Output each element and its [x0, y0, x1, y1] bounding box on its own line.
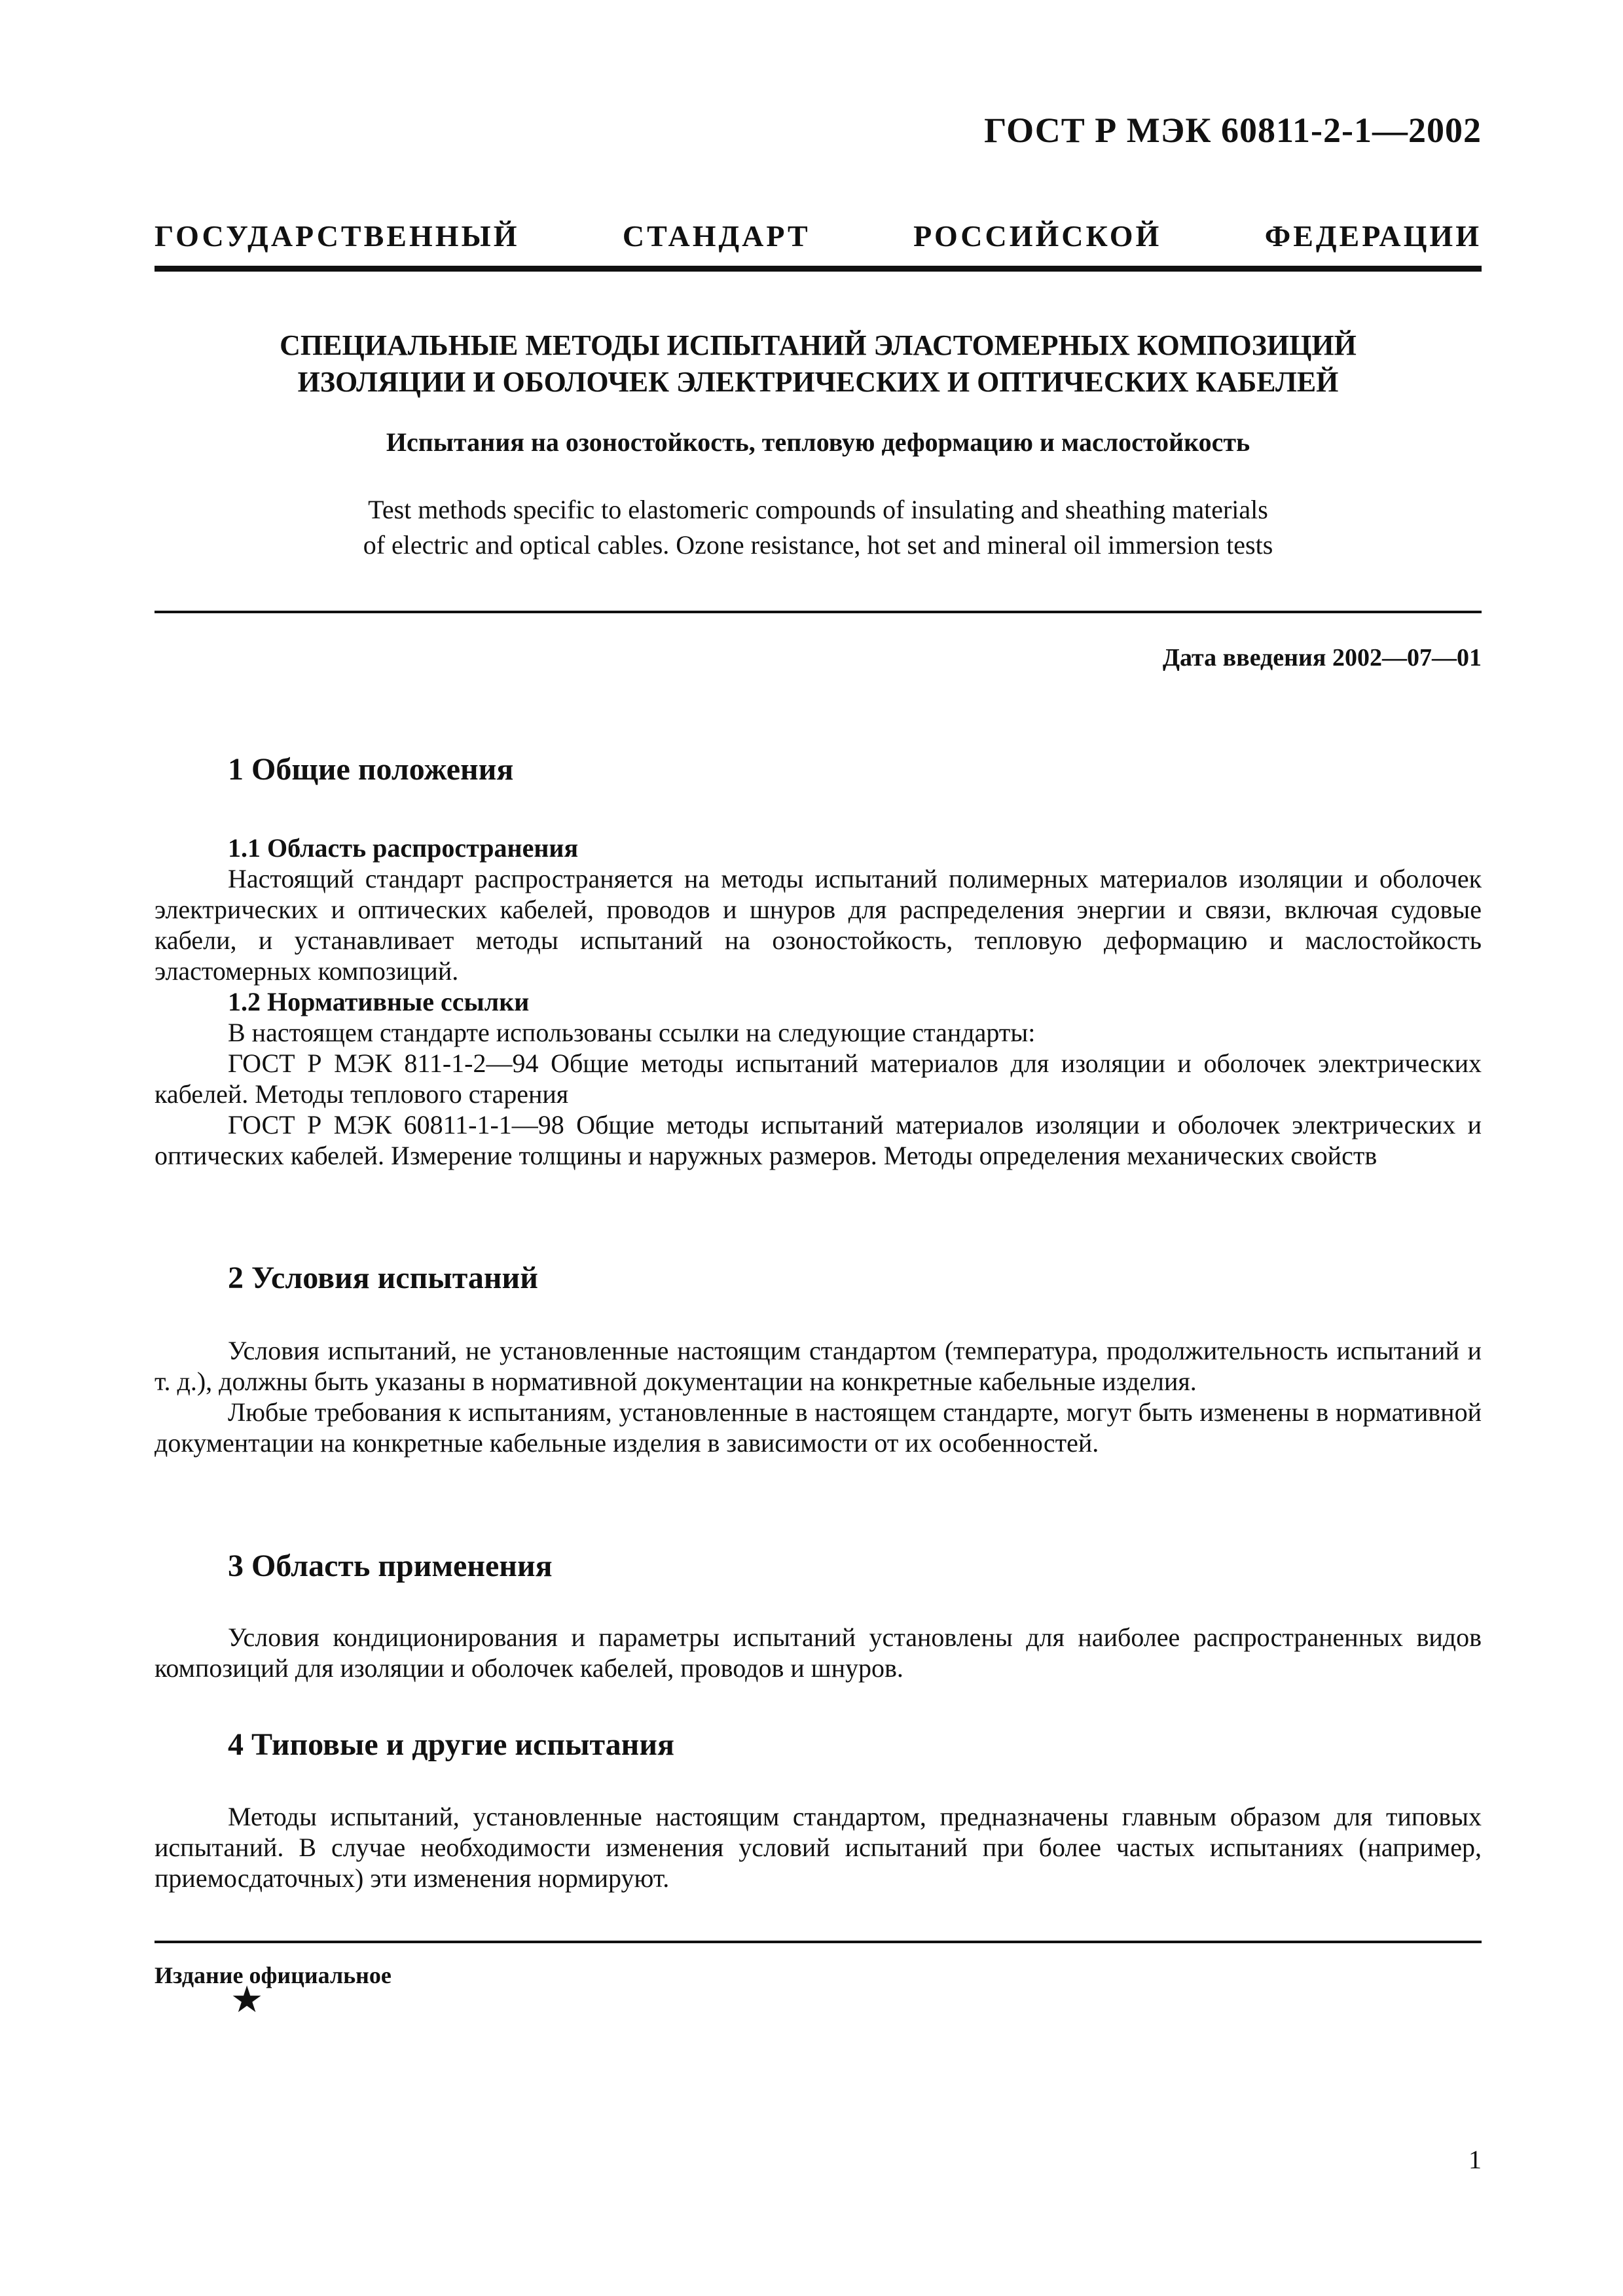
introduction-date: Дата введения 2002—07—01: [1162, 644, 1482, 672]
page-number: 1: [1468, 2145, 1482, 2174]
document-number: ГОСТ Р МЭК 60811-2-1—2002: [984, 111, 1482, 150]
state-standard-banner: ГОСУДАРСТВЕННЫЙ СТАНДАРТ РОССИЙСКОЙ ФЕДЕРАЦИИ: [155, 219, 1482, 253]
title-line-1: СПЕЦИАЛЬНЫЕ МЕТОДЫ ИСПЫТАНИЙ ЭЛАСТОМЕРНЫХ КОМПОЗИЦИЙ: [280, 329, 1357, 361]
star-icon: ★: [230, 1980, 264, 2020]
section-4-heading: 4 Типовые и другие испытания: [228, 1727, 674, 1762]
subsection-1-1-text: Настоящий стандарт распространяется на методы испытаний полимерных материалов изоляции и оболочек электрических и оптических кабелей, проводов и шнуров для распределения энергии и связи, включая судовые кабели, и устанавливает методы испытаний на озоностойкость, тепловую деформацию и маслостойкость эластомерных композиций.: [155, 864, 1482, 986]
english-title-line-2: of electric and optical cables. Ozone resistance, hot set and mineral oil immersion tests: [363, 530, 1273, 560]
english-title-line-1: Test methods specific to elastomeric compounds of insulating and sheathing materials: [368, 495, 1268, 524]
section-3-paragraph-1: Условия кондиционирования и параметры испытаний установлены для наиболее распространенных видов композиций для изоляции и оболочек кабелей, проводов и шнуров.: [155, 1623, 1482, 1683]
subsection-1-2-intro: В настоящем стандарте использованы ссылки на следующие стандарты:: [228, 1018, 1036, 1047]
english-title: [155, 492, 1482, 563]
reference-1: ГОСТ Р МЭК 811-1-2—94 Общие методы испытаний материалов для изоляции и оболочек электрических кабелей. Методы теплового старения: [155, 1049, 1482, 1109]
section-4-body: [155, 1801, 1482, 1893]
document-title: [155, 327, 1482, 401]
section-2-paragraph-1: Условия испытаний, не установленные настоящим стандартом (температура, продолжительность испытаний и т. д.), должны быть указаны в нормативной документации на конкретные кабельные изделия.: [155, 1336, 1482, 1396]
title-rule: [155, 611, 1482, 613]
section-3-heading: 3 Область применения: [228, 1549, 553, 1583]
header-rule: [155, 266, 1482, 272]
document-subtitle: Испытания на озоностойкость, тепловую деформацию и маслостойкость: [386, 427, 1250, 457]
official-edition-label: Издание официальное: [155, 1962, 392, 1988]
title-line-2: ИЗОЛЯЦИИ И ОБОЛОЧЕК ЭЛЕКТРИЧЕСКИХ И ОПТИЧЕСКИХ КАБЕЛЕЙ: [297, 366, 1339, 398]
reference-2: ГОСТ Р МЭК 60811-1-1—98 Общие методы испытаний материалов изоляции и оболочек электрических и оптических кабелей. Измерение толщины и наружных размеров. Методы определения механических свойств: [155, 1110, 1482, 1170]
section-1-heading: 1 Общие положения: [228, 752, 514, 787]
footer-rule: [155, 1941, 1482, 1943]
section-2-heading: 2 Условия испытаний: [228, 1261, 538, 1295]
section-2-paragraph-2: Любые требования к испытаниям, установленные в настоящем стандарте, могут быть изменены в нормативной документации на конкретные кабельные изделия в зависимости от их особенностей.: [155, 1397, 1482, 1458]
subsection-1-2-heading: 1.2 Нормативные ссылки: [228, 987, 530, 1016]
section-2-body: [155, 1335, 1482, 1458]
section-1-body: [155, 833, 1482, 1171]
section-3-body: [155, 1622, 1482, 1683]
subsection-1-1-heading: 1.1 Область распространения: [228, 833, 579, 863]
section-4-paragraph-1: Методы испытаний, установленные настоящим стандартом, предназначены главным образом для типовых испытаний. В случае необходимости изменения условий испытаний при более частых испытаниях (например, приемосдаточных) эти изменения нормируют.: [155, 1802, 1482, 1893]
